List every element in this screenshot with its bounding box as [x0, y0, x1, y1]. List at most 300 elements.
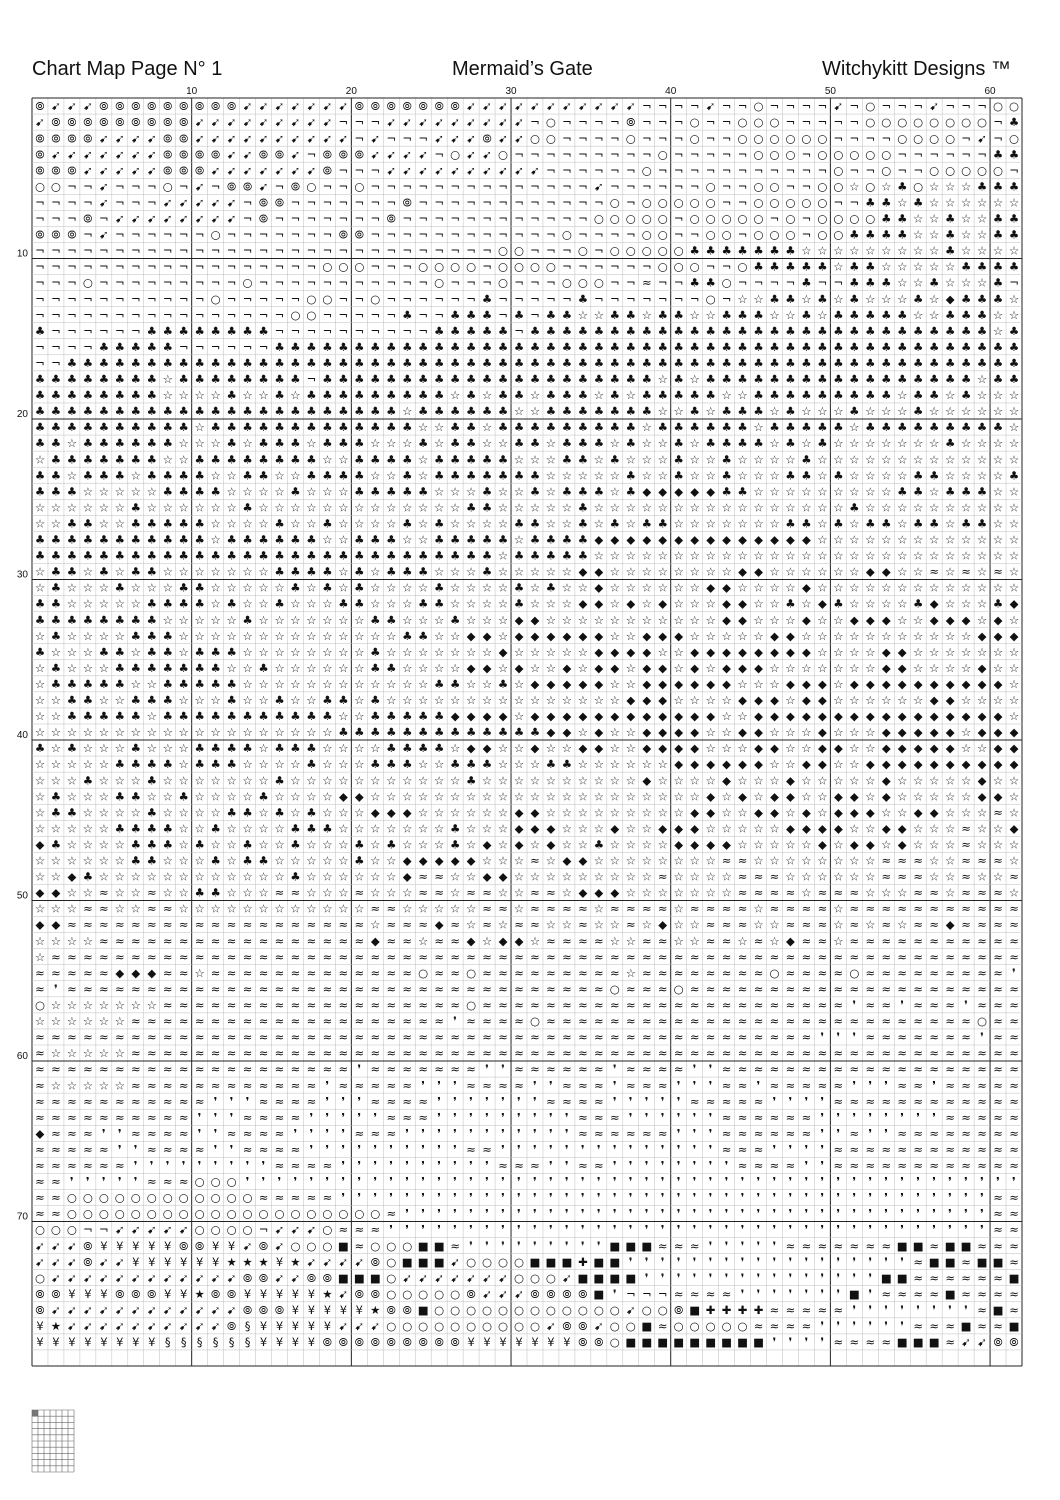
stitch-symbol: ○	[833, 179, 844, 194]
stitch-symbol: ❜	[900, 1254, 905, 1269]
stitch-symbol: ☆	[194, 773, 205, 788]
stitch-symbol: ☆	[418, 757, 429, 772]
stitch-symbol: ♣	[944, 484, 956, 499]
stitch-symbol: ☆	[162, 725, 173, 740]
stitch-symbol: ☆	[34, 1014, 46, 1029]
stitch-symbol: ➹	[450, 1254, 460, 1269]
stitch-symbol: ♣	[673, 420, 684, 435]
stitch-symbol: ≈	[801, 1062, 812, 1077]
stitch-symbol: ☆	[753, 580, 764, 595]
stitch-symbol: ☆	[513, 853, 525, 868]
stitch-symbol: ☆	[66, 933, 78, 948]
stitch-symbol: ≈	[1009, 1126, 1019, 1141]
stitch-symbol: ☆	[258, 564, 269, 579]
stitch-symbol: ☆	[418, 660, 429, 675]
stitch-symbol: ❜	[708, 1238, 713, 1253]
stitch-symbol: ≈	[977, 1110, 987, 1125]
stitch-symbol: ♣	[242, 452, 253, 467]
stitch-symbol: ❜	[581, 1222, 585, 1237]
stitch-symbol: ☆	[769, 468, 780, 483]
stitch-symbol: ☆	[1008, 532, 1020, 547]
stitch-symbol: ○	[354, 179, 365, 194]
stitch-symbol: ≈	[961, 837, 971, 852]
stitch-symbol: ○	[657, 147, 668, 162]
stitch-symbol: ¬	[625, 195, 636, 210]
stitch-symbol: ☆	[545, 789, 557, 804]
stitch-symbol: ♣	[801, 259, 812, 274]
stitch-symbol: ☆	[178, 612, 189, 627]
stitch-symbol: ♣	[929, 388, 940, 403]
stitch-symbol: ¥	[100, 1286, 108, 1301]
stitch-symbol: ■	[753, 1335, 764, 1350]
stitch-symbol: ≈	[354, 1046, 365, 1061]
stitch-symbol: ○	[769, 965, 780, 980]
stitch-symbol: ➹	[498, 1270, 508, 1285]
stitch-symbol: ☆	[833, 837, 844, 852]
stitch-symbol: ☆	[114, 997, 125, 1012]
stitch-symbol: ➹	[466, 163, 476, 178]
stitch-symbol: ☆	[609, 741, 620, 756]
stitch-symbol: ≈	[929, 933, 939, 948]
stitch-symbol: ≈	[146, 901, 157, 916]
stitch-symbol: ≈	[67, 1110, 77, 1125]
stitch-symbol: ♣	[178, 468, 189, 483]
stitch-symbol: ☆	[960, 436, 972, 451]
stitch-symbol: ♣	[162, 596, 173, 611]
stitch-symbol: ☆	[769, 484, 780, 499]
stitch-symbol: ⦾	[258, 211, 269, 226]
stitch-symbol: ¬	[210, 339, 221, 354]
stitch-symbol: ♣	[402, 339, 413, 354]
stitch-symbol: ☆	[465, 821, 477, 836]
stitch-symbol: ♣	[992, 420, 1004, 435]
stitch-symbol: ≈	[945, 1319, 955, 1334]
stitch-symbol: ♣	[1008, 179, 1020, 194]
stitch-symbol: ○	[226, 1190, 237, 1205]
stitch-symbol: ¬	[673, 131, 684, 146]
stitch-symbol: ❜	[916, 1206, 921, 1221]
stitch-symbol: ❜	[421, 1158, 426, 1173]
stitch-symbol: ♣	[769, 388, 780, 403]
stitch-symbol: ♣	[641, 404, 652, 419]
stitch-symbol: ¬	[705, 131, 716, 146]
stitch-symbol: ■	[593, 1270, 605, 1285]
stitch-symbol: ♣	[114, 388, 125, 403]
stitch-symbol: ♣	[226, 355, 237, 370]
stitch-symbol: ☆	[306, 436, 317, 451]
stitch-symbol: ♣	[290, 564, 301, 579]
stitch-symbol: ≈	[146, 1094, 157, 1109]
stitch-symbol: ♣	[146, 564, 157, 579]
stitch-symbol: ≈	[290, 1062, 301, 1077]
stitch-symbol: ♣	[881, 323, 892, 338]
stitch-symbol: ◆	[833, 821, 843, 836]
stitch-symbol: ☆	[210, 789, 221, 804]
stitch-symbol: ☆	[913, 644, 924, 659]
stitch-symbol: ♣	[465, 548, 477, 563]
stitch-symbol: ☆	[545, 869, 557, 884]
stitch-symbol: ♣	[50, 452, 62, 467]
stitch-symbol: ¬	[370, 259, 381, 274]
stitch-symbol: ❜	[852, 1078, 857, 1093]
stitch-symbol: ≈	[146, 981, 157, 996]
stitch-symbol: ≈	[849, 917, 860, 932]
stitch-symbol: ☆	[689, 693, 700, 708]
stitch-symbol: ○	[881, 115, 892, 130]
stitch-symbol: ◆	[674, 709, 684, 724]
stitch-symbol: ☆	[306, 789, 317, 804]
stitch-symbol: ♣	[98, 532, 110, 547]
stitch-symbol: ♣	[673, 372, 684, 387]
stitch-symbol: ≈	[977, 1094, 987, 1109]
stitch-symbol: ☆	[322, 660, 333, 675]
stitch-symbol: ❜	[517, 1094, 521, 1109]
stitch-symbol: ☆	[609, 436, 620, 451]
stitch-symbol: ≈	[450, 933, 460, 948]
stitch-symbol: ≈	[226, 949, 237, 964]
stitch-symbol: ♣	[386, 548, 397, 563]
stitch-symbol: ♣	[322, 404, 333, 419]
stitch-symbol: ≈	[817, 933, 828, 948]
stitch-symbol: ○	[817, 131, 828, 146]
stitch-symbol: ☆	[130, 805, 141, 820]
stitch-symbol: ♣	[801, 355, 812, 370]
stitch-symbol: ≈	[737, 997, 748, 1012]
stitch-symbol: ❜	[149, 1158, 154, 1173]
stitch-symbol: ♣	[98, 676, 110, 691]
stitch-symbol: ○	[482, 1302, 493, 1317]
stitch-symbol: ☆	[386, 596, 397, 611]
stitch-symbol: ¬	[817, 115, 828, 130]
stitch-symbol: ≈	[1009, 1142, 1019, 1157]
stitch-symbol: ♣	[178, 660, 189, 675]
stitch-symbol: ♣	[497, 339, 509, 354]
stitch-symbol: ♣	[449, 372, 461, 387]
stitch-symbol: ◆	[833, 709, 843, 724]
stitch-symbol: ☆	[50, 516, 62, 531]
stitch-symbol: ♣	[434, 355, 445, 370]
stitch-symbol: ♣	[434, 372, 445, 387]
stitch-symbol: ○	[482, 1319, 493, 1334]
stitch-symbol: ❜	[197, 1126, 202, 1141]
stitch-symbol: ☆	[785, 741, 796, 756]
stitch-symbol: ♣	[226, 404, 237, 419]
stitch-symbol: ○	[162, 1206, 173, 1221]
stitch-symbol: ☆	[242, 596, 253, 611]
stitch-symbol: ☆	[66, 997, 78, 1012]
stitch-symbol: ○	[977, 115, 988, 130]
stitch-symbol: ☆	[162, 741, 173, 756]
stitch-symbol: ♣	[210, 372, 221, 387]
stitch-symbol: ≈	[977, 1270, 987, 1285]
stitch-symbol: ≈	[769, 1014, 780, 1029]
stitch-symbol: ♣	[210, 484, 221, 499]
stitch-symbol: ¬	[434, 195, 444, 210]
stitch-symbol: ≈	[929, 965, 939, 980]
stitch-symbol: ♣	[449, 307, 461, 322]
stitch-symbol: ♣	[481, 725, 493, 740]
stitch-symbol: ○	[338, 259, 349, 274]
stitch-symbol: ♣	[66, 741, 78, 756]
stitch-symbol: ♣	[529, 484, 541, 499]
stitch-symbol: ♣	[370, 388, 381, 403]
stitch-symbol: ¬	[418, 275, 429, 290]
stitch-symbol: ❜	[453, 1094, 458, 1109]
stitch-symbol: ☆	[210, 628, 221, 643]
stitch-symbol: ☆	[609, 789, 620, 804]
stitch-symbol: ≈	[386, 1062, 397, 1077]
stitch-symbol: ○	[66, 1206, 77, 1221]
stitch-symbol: ≈	[466, 1030, 476, 1045]
stitch-symbol: ¥	[148, 1254, 156, 1269]
stitch-symbol: ≈	[817, 901, 828, 916]
stitch-symbol: ☆	[609, 917, 620, 932]
stitch-symbol: ◆	[642, 725, 652, 740]
stitch-symbol: ☆	[370, 500, 381, 515]
stitch-symbol: ◆	[722, 612, 732, 627]
stitch-symbol: ♣	[146, 805, 157, 820]
stitch-symbol: ☆	[689, 853, 700, 868]
stitch-symbol: ◆	[658, 693, 668, 708]
stitch-symbol: ❜	[788, 1286, 793, 1301]
stitch-symbol: ♣	[817, 323, 828, 338]
stitch-symbol: ¬	[386, 179, 397, 194]
stitch-symbol: ❜	[644, 1174, 649, 1189]
stitch-symbol: ☆	[833, 404, 844, 419]
stitch-symbol: ☆	[593, 805, 605, 820]
stitch-symbol: ♣	[785, 291, 796, 306]
stitch-symbol: ♣	[785, 243, 796, 258]
stitch-symbol: ≈	[354, 981, 365, 996]
stitch-symbol: ≈	[402, 1014, 413, 1029]
stitch-symbol: ≈	[753, 1319, 764, 1334]
stitch-symbol: ♣	[1008, 147, 1020, 162]
stitch-symbol: ☆	[944, 500, 956, 515]
stitch-symbol: ¬	[51, 259, 61, 274]
stitch-symbol: ☆	[66, 773, 78, 788]
stitch-symbol: ◆	[642, 644, 652, 659]
stitch-symbol: ☆	[162, 388, 173, 403]
stitch-symbol: ➹	[146, 147, 157, 162]
stitch-symbol: ☆	[992, 548, 1004, 563]
stitch-symbol: ☆	[194, 420, 205, 435]
stitch-symbol: ○	[865, 147, 876, 162]
stitch-symbol: ☆	[98, 757, 110, 772]
stitch-symbol: ♣	[210, 644, 221, 659]
stitch-symbol: ☆	[386, 580, 397, 595]
stitch-symbol: ☆	[960, 548, 972, 563]
stitch-symbol: ❜	[772, 1206, 777, 1221]
stitch-symbol: ♣	[721, 484, 732, 499]
stitch-symbol: ⦾	[195, 147, 205, 162]
stitch-symbol: ☆	[689, 468, 700, 483]
stitch-symbol: ☆	[992, 436, 1004, 451]
stitch-symbol: ≈	[258, 1014, 269, 1029]
stitch-symbol: ¬	[322, 323, 333, 338]
stitch-symbol: ¬	[721, 147, 732, 162]
stitch-symbol: ❜	[660, 1174, 665, 1189]
stitch-symbol: ☆	[449, 693, 461, 708]
stitch-symbol: ☆	[162, 580, 173, 595]
stitch-symbol: ≈	[769, 901, 780, 916]
stitch-symbol: ≈	[370, 1078, 381, 1093]
stitch-symbol: ☆	[992, 644, 1004, 659]
stitch-symbol: ≈	[51, 949, 61, 964]
stitch-symbol: ☆	[34, 869, 46, 884]
stitch-symbol: ≈	[785, 1078, 796, 1093]
stitch-symbol: ❜	[628, 1142, 633, 1157]
stitch-symbol: ¬	[162, 227, 173, 242]
stitch-symbol: ☆	[705, 885, 716, 900]
stitch-symbol: ≈	[945, 933, 955, 948]
stitch-symbol: ☆	[944, 789, 956, 804]
stitch-symbol: ♣	[657, 388, 668, 403]
stitch-symbol: ➹	[115, 1222, 125, 1237]
stitch-symbol: ♣	[737, 436, 748, 451]
stitch-symbol: ○	[194, 1222, 205, 1237]
stitch-symbol: ≈	[306, 965, 317, 980]
stitch-symbol: ◆	[578, 709, 588, 724]
stitch-symbol: ≈	[993, 1094, 1003, 1109]
stitch-symbol: ≈	[290, 997, 301, 1012]
stitch-symbol: ♣	[370, 532, 381, 547]
stitch-symbol: ♣	[146, 612, 157, 627]
stitch-symbol: ☆	[290, 805, 301, 820]
stitch-symbol: ≈	[865, 1062, 876, 1077]
stitch-symbol: ≈	[290, 1014, 301, 1029]
stitch-symbol: ☆	[258, 821, 269, 836]
stitch-symbol: ○	[529, 1270, 541, 1285]
stitch-symbol: ☆	[82, 997, 94, 1012]
stitch-symbol: ☆	[370, 917, 381, 932]
stitch-symbol: ¬	[354, 275, 365, 290]
stitch-symbol: ¬	[578, 115, 588, 130]
stitch-symbol: ≈	[594, 1094, 604, 1109]
stitch-symbol: ◆	[658, 660, 668, 675]
stitch-symbol: ❜	[948, 1174, 953, 1189]
stitch-symbol: ♣	[465, 307, 477, 322]
stitch-symbol: ◆	[466, 660, 476, 675]
stitch-symbol: ¬	[83, 1222, 93, 1237]
stitch-symbol: ¬	[178, 307, 189, 322]
stitch-symbol: ¬	[290, 259, 301, 274]
stitch-symbol: ≈	[115, 1110, 125, 1125]
stitch-symbol: ■	[625, 1270, 637, 1285]
stitch-symbol: ¬	[418, 307, 429, 322]
stitch-symbol: ◆	[977, 789, 987, 804]
stitch-symbol: ☆	[481, 773, 493, 788]
stitch-symbol: ≈	[466, 1014, 476, 1029]
stitch-symbol: ¬	[51, 323, 61, 338]
stitch-symbol: ☆	[737, 516, 748, 531]
stitch-symbol: ☆	[609, 725, 620, 740]
stitch-symbol: ❜	[964, 1222, 968, 1237]
stitch-symbol: ≈	[881, 917, 892, 932]
stitch-symbol: ➹	[146, 1302, 157, 1317]
stitch-symbol: ♣	[561, 388, 573, 403]
stitch-symbol: ○	[929, 163, 940, 178]
stitch-symbol: ☆	[449, 901, 461, 916]
stitch-symbol: ≈	[625, 1014, 636, 1029]
stitch-symbol: ◆	[929, 596, 939, 611]
stitch-symbol: ◆	[897, 676, 907, 691]
stitch-symbol: ♣	[609, 452, 620, 467]
stitch-symbol: ➹	[498, 131, 508, 146]
stitch-symbol: ○	[705, 227, 716, 242]
stitch-symbol: ○	[913, 115, 924, 130]
stitch-symbol: ◆	[546, 628, 556, 643]
stitch-symbol: ≈	[641, 981, 652, 996]
stitch-symbol: ◆	[977, 628, 987, 643]
stitch-symbol: ¬	[258, 307, 269, 322]
stitch-symbol: ☆	[34, 773, 46, 788]
stitch-symbol: ≈	[673, 1046, 684, 1061]
stitch-symbol: ☆	[274, 725, 285, 740]
stitch-symbol: ≈	[274, 933, 285, 948]
stitch-symbol: ⦾	[211, 99, 221, 114]
stitch-symbol: ☆	[82, 837, 94, 852]
stitch-symbol: ¬	[162, 307, 173, 322]
stitch-symbol: ♣	[354, 548, 365, 563]
stitch-symbol: ≈	[945, 1158, 955, 1173]
stitch-symbol: ♣	[434, 532, 445, 547]
stitch-symbol: ☆	[689, 516, 700, 531]
stitch-symbol: ☆	[769, 676, 780, 691]
stitch-symbol: ♣	[545, 323, 557, 338]
stitch-symbol: ♣	[769, 259, 780, 274]
stitch-symbol: ❜	[820, 1190, 825, 1205]
stitch-symbol: ◆	[977, 676, 987, 691]
stitch-symbol: ❜	[708, 1222, 713, 1237]
stitch-symbol: ≈	[178, 1078, 189, 1093]
stitch-symbol: ☆	[529, 933, 541, 948]
stitch-symbol: ☆	[849, 773, 860, 788]
stitch-symbol: ¬	[721, 99, 732, 114]
stitch-symbol: ≈	[290, 933, 301, 948]
stitch-symbol: ☆	[258, 757, 269, 772]
stitch-symbol: ♣	[82, 404, 94, 419]
stitch-symbol: ☆	[1008, 612, 1020, 627]
stitch-symbol: ♣	[673, 307, 684, 322]
stitch-symbol: ♣	[306, 821, 317, 836]
stitch-symbol: ○	[657, 195, 668, 210]
stitch-symbol: ❜	[820, 1030, 825, 1045]
stitch-symbol: ♣	[609, 420, 620, 435]
stitch-symbol: ♣	[290, 548, 301, 563]
stitch-symbol: ☆	[881, 243, 892, 258]
stitch-symbol: ☆	[721, 821, 732, 836]
stitch-symbol: ☆	[50, 709, 62, 724]
stitch-symbol: ♣	[258, 323, 269, 338]
stitch-symbol: ◆	[35, 837, 45, 852]
stitch-symbol: ¬	[306, 195, 317, 210]
stitch-symbol: ◆	[626, 644, 636, 659]
stitch-symbol: ♣	[705, 323, 716, 338]
stitch-symbol: ☆	[992, 388, 1004, 403]
stitch-symbol: ≈	[769, 1110, 780, 1125]
stitch-symbol: ◆	[817, 596, 827, 611]
stitch-symbol: ♣	[737, 404, 748, 419]
stitch-symbol: ☆	[130, 773, 141, 788]
stitch-symbol: ❜	[325, 1126, 330, 1141]
stitch-symbol: ♣	[465, 339, 477, 354]
stitch-symbol: ≈	[530, 997, 540, 1012]
stitch-symbol: ≈	[354, 1238, 365, 1253]
stitch-symbol: ♣	[258, 355, 269, 370]
stitch-symbol: ♣	[162, 693, 173, 708]
stitch-symbol: ¥	[499, 1335, 507, 1350]
stitch-symbol: ≈	[737, 853, 748, 868]
